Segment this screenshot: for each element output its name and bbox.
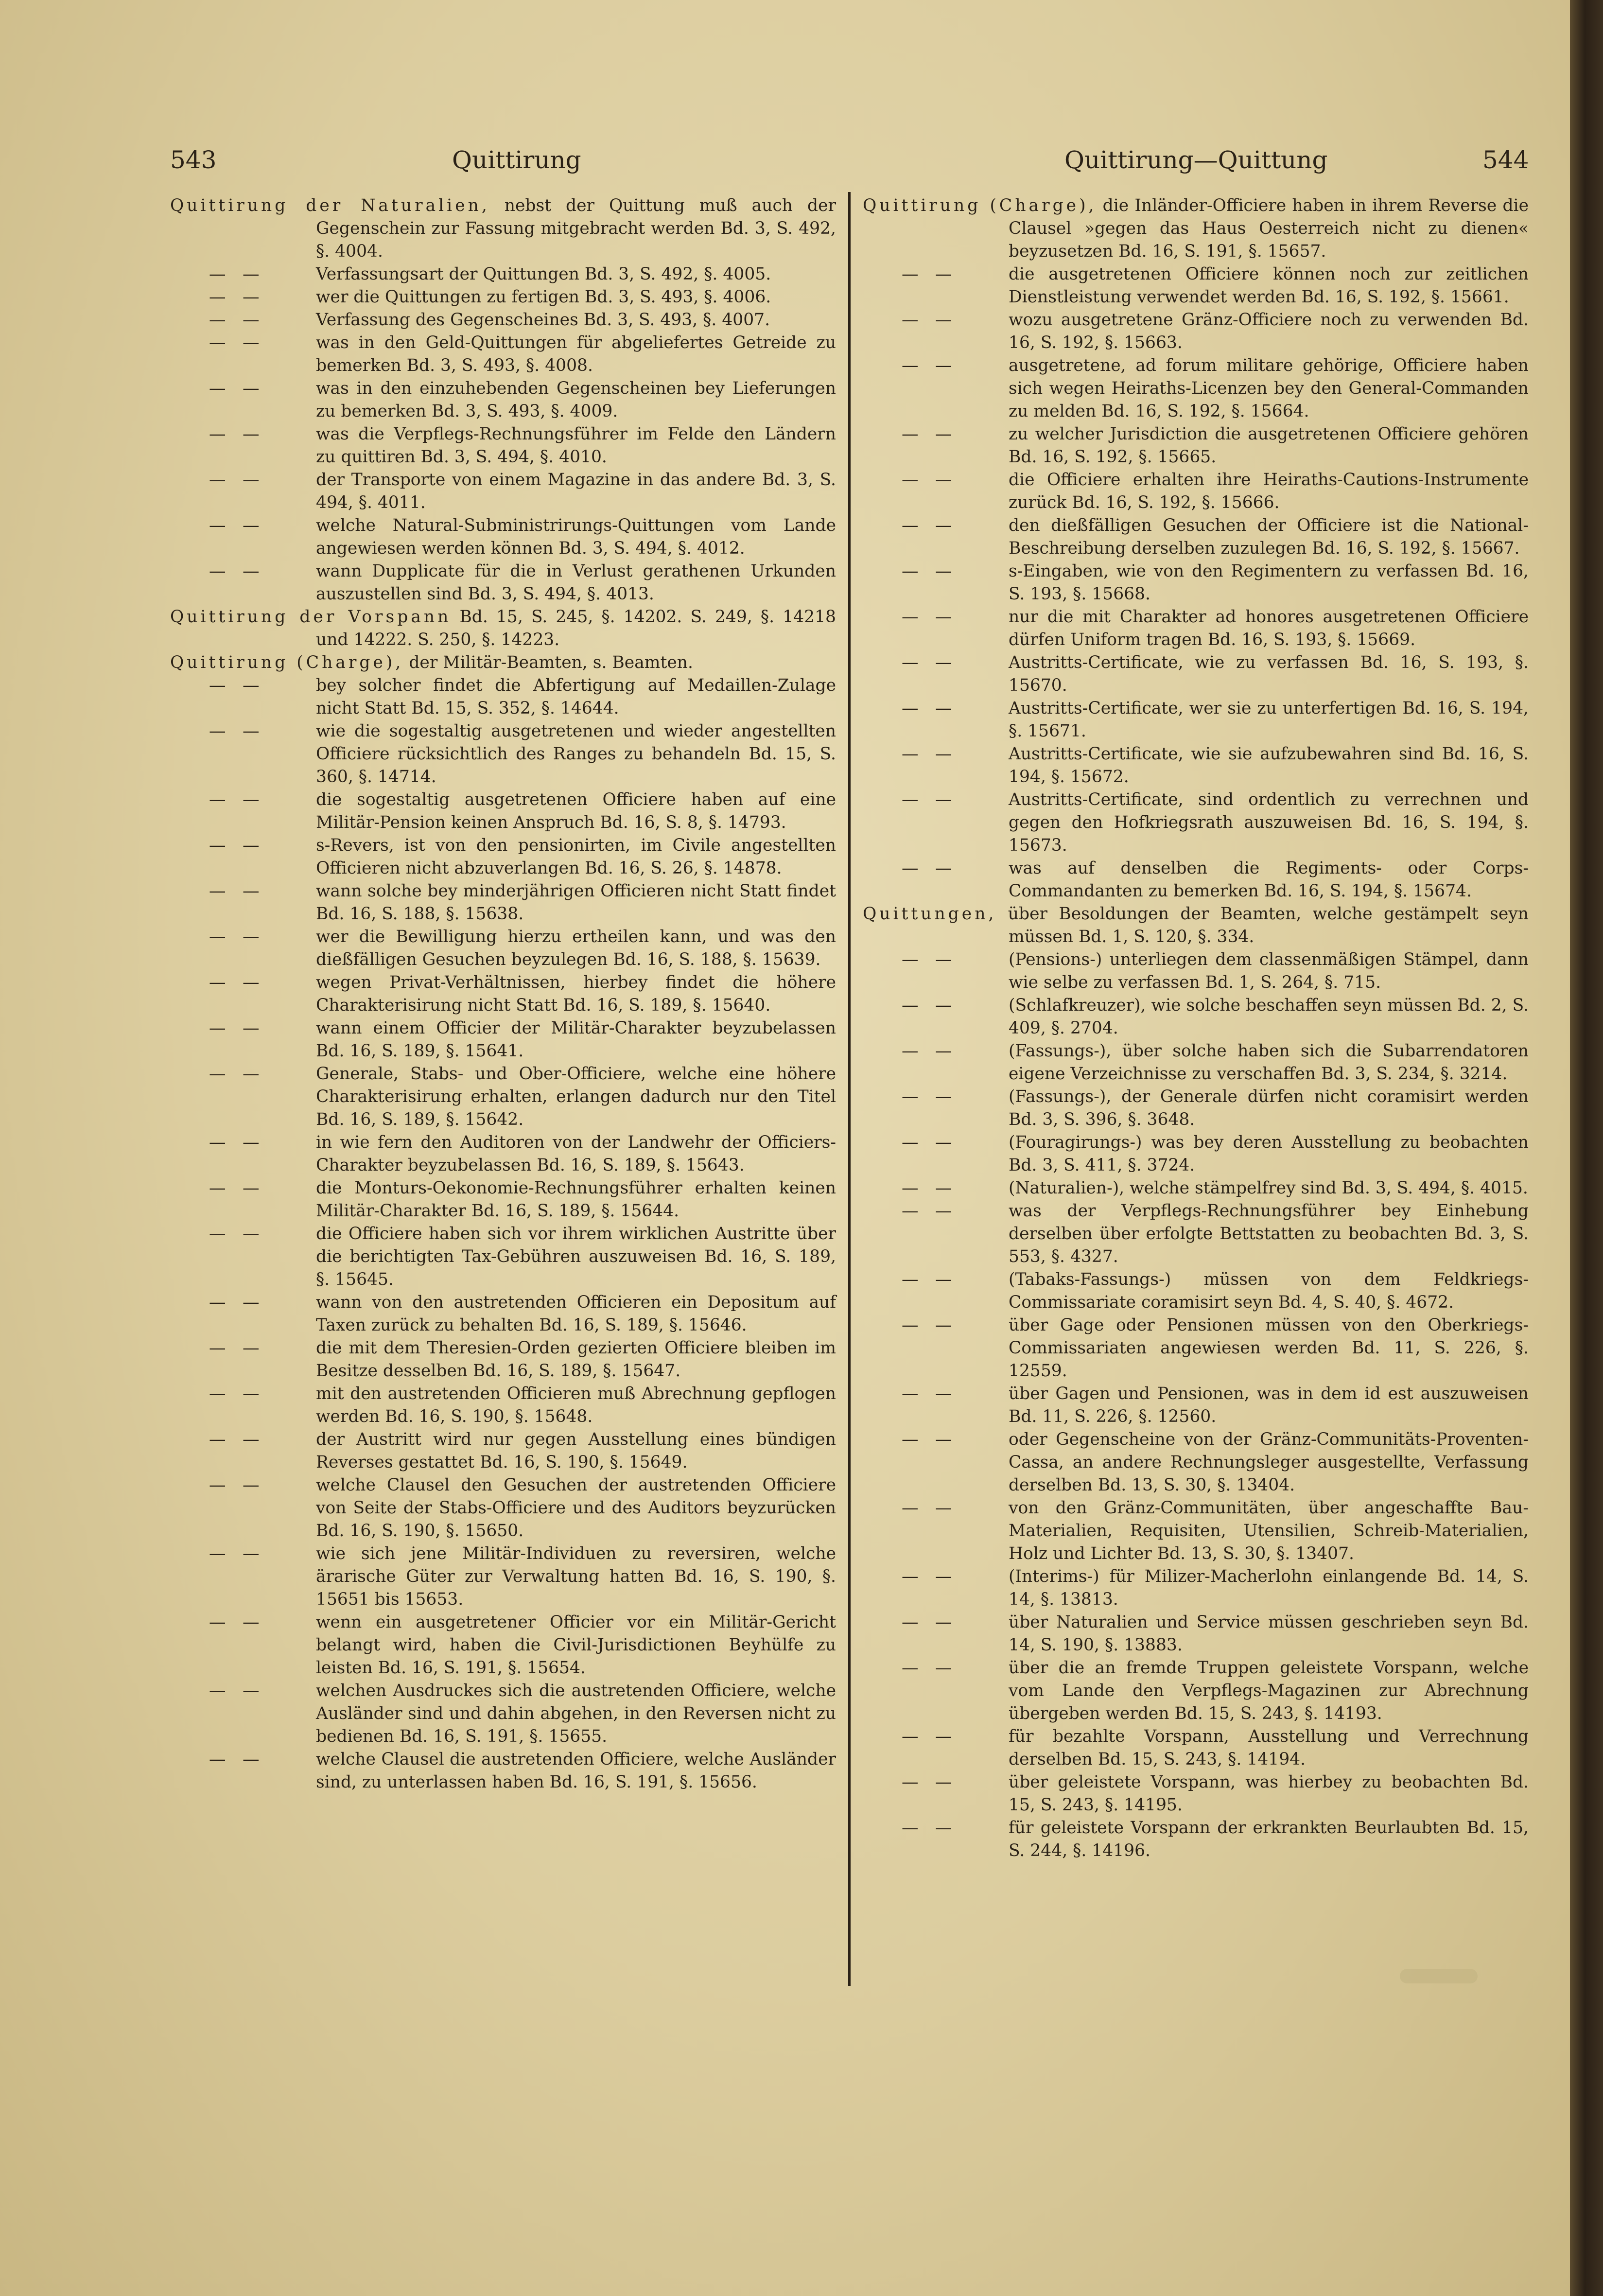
entry-text: wenn ein ausgetretener Officier vor ein Militär-Gericht belangt wird, haben die Civil-Jurisdictionen Beyhülfe zu leisten Bd. 16, S. 191, §. 15654. [316, 1612, 836, 1678]
entry-text: Verfassungsart der Quittungen Bd. 3, S. 492, §. 4005. [316, 264, 771, 284]
entry-text: Generale, Stabs- und Ober-Officiere, welche eine höhere Charakterisirung erhalten, erlangen dadurch nur den Titel Bd. 16, S. 189, §. 15642. [316, 1064, 836, 1129]
entry-text: über Naturalien und Service müssen geschrieben seyn Bd. 14, S. 190, §. 13883. [1009, 1612, 1529, 1655]
index-entry [170, 194, 836, 263]
index-subentry [170, 1337, 836, 1383]
entry-text: über die an fremde Truppen geleistete Vorspann, welche vom Lande den Verpflegs-Magazinen zur Abrechnung übergeben werden Bd. 15, S. 243, §. 14193. [1009, 1658, 1529, 1723]
entry-text: (Schlafkreuzer), wie solche beschaffen seyn müssen Bd. 2, S. 409, §. 2704. [1009, 996, 1529, 1038]
index-entry [863, 903, 1529, 948]
entry-text: (Fouragirungs-) was bey deren Ausstellung zu beobachten Bd. 3, S. 411, §. 3724. [1009, 1133, 1529, 1175]
entry-keyword: Quittirung der Naturalien, [170, 196, 490, 215]
index-column-left [170, 194, 836, 1794]
index-subentry [170, 720, 836, 789]
entry-text: welche Clausel die austretenden Officiere, welche Ausländer sind, zu unterlassen haben Bd. 16, S. 191, §. 15656. [316, 1750, 836, 1792]
entry-text: für geleistete Vorspann der erkrankten Beurlaubten Bd. 15, S. 244, §. 14196. [1009, 1818, 1529, 1860]
entry-text: was in den Geld-Quittungen für abgeliefertes Getreide zu bemerken Bd. 3, S. 493, §. 4008. [316, 333, 836, 375]
index-subentry [863, 1725, 1529, 1771]
entry-text: mit den austretenden Officieren muß Abrechnung gepflogen werden Bd. 16, S. 190, §. 15648. [316, 1384, 836, 1426]
running-head-right: Quittirung—Quittung [1064, 146, 1328, 174]
entry-text: wer die Bewilligung hierzu ertheilen kann, und was den dießfälligen Gesuchen beyzulegen Bd. 16, S. 188, §. 15639. [316, 927, 836, 969]
entry-text: welche Natural-Subministrirungs-Quittungen vom Lande angewiesen werden können Bd. 3, S. 494, §. 4012. [316, 516, 836, 558]
index-subentry [170, 1542, 836, 1611]
index-subentry [170, 926, 836, 971]
index-subentry [170, 1428, 836, 1474]
index-subentry [863, 1086, 1529, 1131]
index-subentry [170, 309, 836, 332]
index-subentry [170, 423, 836, 469]
entry-text: was die Verpflegs-Rechnungsführer im Felde den Ländern zu quittiren Bd. 3, S. 494, §. 4010. [316, 424, 836, 467]
book-gutter [1570, 0, 1603, 2296]
running-head-left: Quittirung [452, 146, 581, 174]
page-number-right: 544 [1482, 146, 1529, 174]
index-subentry [863, 948, 1529, 994]
entry-text: s-Eingaben, wie von den Regimentern zu verfassen Bd. 16, S. 193, §. 15668. [1009, 561, 1529, 604]
entry-text: (Naturalien-), welche stämpelfrey sind Bd. 3, S. 494, §. 4015. [1009, 1178, 1528, 1198]
entry-text: s-Revers, ist von den pensionirten, im Civile angestellten Officieren nicht abzuverlangen Bd. 16, S. 26, §. 14878. [316, 836, 836, 878]
entry-text: in wie fern den Auditoren von der Landwehr der Officiers-Charakter beyzubelassen Bd. 16, S. 189, §. 15643. [316, 1133, 836, 1175]
index-subentry [863, 514, 1529, 560]
index-subentry [863, 1040, 1529, 1086]
index-subentry [863, 309, 1529, 354]
entry-text: (Pensions-) unterliegen dem classenmäßigen Stämpel, dann wie selbe zu verfassen Bd. 1, S. 264, §. 715. [1009, 950, 1529, 992]
entry-text: von den Gränz-Communitäten, über angeschaffte Bau-Materialien, Requisiten, Utensilien, Schreib-Materialien, Holz und Lichter Bd. 13, S. 30, §. 13407. [1009, 1498, 1529, 1563]
index-subentry [863, 1428, 1529, 1497]
entry-text: der Transporte von einem Magazine in das andere Bd. 3, S. 494, §. 4011. [316, 470, 836, 512]
index-subentry [170, 560, 836, 606]
index-subentry [170, 332, 836, 377]
index-subentry [170, 834, 836, 880]
index-subentry [170, 1223, 836, 1291]
index-subentry [863, 1314, 1529, 1383]
index-subentry [863, 1611, 1529, 1657]
index-subentry [170, 377, 836, 423]
entry-text: die mit dem Theresien-Orden gezierten Officiere bleiben im Besitze desselben Bd. 16, S. 189, §. 15647. [316, 1338, 836, 1381]
index-subentry [863, 743, 1529, 789]
entry-text: die ausgetretenen Officiere können noch zur zeitlichen Dienstleistung verwendet werden Bd. 16, S. 192, §. 15661. [1009, 264, 1529, 307]
entry-text: die Officiere haben sich vor ihrem wirklichen Austritte über die berichtigten Tax-Gebühren auszuweisen Bd. 16, S. 189, §. 15645. [316, 1224, 836, 1289]
entry-text: Austritts-Certificate, wer sie zu unterfertigen Bd. 16, S. 194, §. 15671. [1009, 699, 1529, 741]
entry-text: welche Clausel den Gesuchen der austretenden Officiere von Seite der Stabs-Officiere und des Auditors beyzurücken Bd. 16, S. 190, §. 15650. [316, 1475, 836, 1541]
index-subentry [863, 354, 1529, 423]
index-subentry [170, 1291, 836, 1337]
index-subentry [863, 263, 1529, 309]
index-subentry [863, 1200, 1529, 1268]
entry-text: wann solche bey minderjährigen Officieren nicht Statt findet Bd. 16, S. 188, §. 15638. [316, 881, 836, 924]
entry-text: wozu ausgetretene Gränz-Officiere noch zu verwenden Bd. 16, S. 192, §. 15663. [1009, 310, 1529, 352]
entry-text: Austritts-Certificate, wie sie aufzubewahren sind Bd. 16, S. 194, §. 15672. [1009, 744, 1529, 787]
entry-text: der Austritt wird nur gegen Ausstellung eines bündigen Reverses gestattet Bd. 16, S. 190, §. 15649. [316, 1430, 836, 1472]
index-subentry [170, 1474, 836, 1542]
entry-text: wie die sogestaltig ausgetretenen und wieder angestellten Officiere rücksichtlich des Ranges zu behandeln Bd. 15, S. 360, §. 14714. [316, 721, 836, 787]
index-subentry [863, 560, 1529, 606]
entry-text: wer die Quittungen zu fertigen Bd. 3, S. 493, §. 4006. [316, 287, 771, 307]
index-entry [170, 606, 836, 651]
index-subentry [863, 469, 1529, 514]
index-subentry [863, 1383, 1529, 1428]
entry-text: wegen Privat-Verhältnissen, hierbey findet die höhere Charakterisirung nicht Statt Bd. 16, S. 189, §. 15640. [316, 973, 836, 1015]
index-subentry [863, 697, 1529, 743]
entry-text: die Monturs-Oekonomie-Rechnungsführer erhalten keinen Militär-Charakter Bd. 16, S. 189, §. 15644. [316, 1178, 836, 1221]
index-entry [863, 194, 1529, 263]
index-subentry [170, 286, 836, 309]
index-subentry [863, 423, 1529, 469]
entry-keyword: Quittungen, [863, 904, 997, 924]
entry-text: zu welcher Jurisdiction die ausgetretenen Officiere gehören Bd. 16, S. 192, §. 15665. [1009, 424, 1529, 467]
index-subentry [170, 1063, 836, 1131]
entry-text: wie sich jene Militär-Individuen zu reversiren, welche ärarische Güter zur Verwaltung hatten Bd. 16, S. 190, §. 15651 bis 15653. [316, 1544, 836, 1609]
index-entry [170, 651, 836, 674]
column-rule [848, 192, 851, 1986]
entry-text: über Gagen und Pensionen, was in dem id est auszuweisen Bd. 11, S. 226, §. 12560. [1009, 1384, 1529, 1426]
index-subentry [863, 1497, 1529, 1565]
page-number-left: 543 [170, 146, 217, 174]
index-subentry [863, 651, 1529, 697]
index-subentry [863, 789, 1529, 857]
index-subentry [863, 1817, 1529, 1862]
index-subentry [170, 1017, 836, 1063]
index-subentry [170, 1383, 836, 1428]
index-subentry [863, 1657, 1529, 1725]
index-subentry [863, 994, 1529, 1040]
entry-text: welchen Ausdruckes sich die austretenden Officiere, welche Ausländer sind und dahin abgehen, in den Reversen nicht zu bedienen Bd. 16, S. 191, §. 15655. [316, 1681, 836, 1746]
entry-text: wann von den austretenden Officieren ein Depositum auf Taxen zurück zu behalten Bd. 16, S. 189, §. 15646. [316, 1293, 836, 1335]
entry-text: die sogestaltig ausgetretenen Officiere haben auf eine Militär-Pension keinen Anspruch Bd. 16, S. 8, §. 14793. [316, 790, 836, 832]
index-subentry [863, 1177, 1529, 1200]
index-subentry [170, 789, 836, 834]
entry-text: was in den einzuhebenden Gegenscheinen bey Lieferungen zu bemerken Bd. 3, S. 493, §. 4009. [316, 379, 836, 421]
index-subentry [170, 514, 836, 560]
index-subentry [170, 880, 836, 926]
entry-text: die Officiere erhalten ihre Heiraths-Cautions-Instrumente zurück Bd. 16, S. 192, §. 15666. [1009, 470, 1529, 512]
entry-keyword: Quittirung der Vorspann [170, 607, 452, 627]
index-column-right [863, 194, 1529, 1862]
entry-text: nebst der Quittung muß auch der Gegenschein zur Fassung mitgebracht werden Bd. 3, S. 492, §. 4004. [316, 196, 836, 261]
entry-text: wann einem Officier der Militär-Charakter beyzubelassen Bd. 16, S. 189, §. 15641. [316, 1018, 836, 1061]
entry-text: (Tabaks-Fassungs-) müssen von dem Feldkriegs-Commissariate coramisirt seyn Bd. 4, S. 40, §. 4672. [1009, 1270, 1529, 1312]
entry-text: (Fassungs-), über solche haben sich die Subarrendatoren eigene Verzeichnisse zu verschaffen Bd. 3, S. 234, §. 3214. [1009, 1041, 1529, 1084]
entry-text: die Inländer-Officiere haben in ihrem Reverse die Clausel »gegen das Haus Oesterreich nicht zu dienen« beyzusetzen Bd. 16, S. 191, §. 15657. [1009, 196, 1529, 261]
entry-text: Austritts-Certificate, wie zu verfassen Bd. 16, S. 193, §. 15670. [1009, 653, 1529, 695]
index-subentry [170, 469, 836, 514]
index-subentry [863, 857, 1529, 903]
entry-text: oder Gegenscheine von der Gränz-Communitäts-Proventen-Cassa, an andere Rechnungsleger ausgestellte, Verfassung derselben Bd. 13, S. 30, §. 13404. [1009, 1430, 1529, 1495]
index-subentry [863, 1268, 1529, 1314]
entry-text: (Interims-) für Milizer-Macherlohn einlangende Bd. 14, S. 14, §. 13813. [1009, 1567, 1529, 1609]
index-subentry [170, 1131, 836, 1177]
entry-text: was auf denselben die Regiments- oder Corps-Commandanten zu bemerken Bd. 16, S. 194, §. 15674. [1009, 859, 1529, 901]
entry-text: für bezahlte Vorspann, Ausstellung und Verrechnung derselben Bd. 15, S. 243, §. 14194. [1009, 1727, 1529, 1769]
entry-text: bey solcher findet die Abfertigung auf Medaillen-Zulage nicht Statt Bd. 15, S. 352, §. 14644. [316, 676, 836, 718]
entry-text: über Gage oder Pensionen müssen von den Oberkriegs-Commissariaten angewiesen werden Bd. 11, S. 226, §. 12559. [1009, 1315, 1529, 1381]
entry-text: was der Verpflegs-Rechnungsführer bey Einhebung derselben über erfolgte Bettstatten zu beobachten Bd. 3, S. 553, §. 4327. [1009, 1201, 1529, 1266]
index-subentry [863, 1131, 1529, 1177]
ink-smudge [1400, 1969, 1478, 1983]
index-subentry [170, 674, 836, 720]
index-subentry [170, 1748, 836, 1794]
entry-text: (Fassungs-), der Generale dürfen nicht coramisirt werden Bd. 3, S. 396, §. 3648. [1009, 1087, 1529, 1129]
entry-text: Austritts-Certificate, sind ordentlich zu verrechnen und gegen den Hofkriegsrath auszuweisen Bd. 16, S. 194, §. 15673. [1009, 790, 1529, 855]
index-subentry [170, 1177, 836, 1223]
entry-keyword: Quittirung (Charge), [863, 196, 1097, 215]
index-subentry [170, 971, 836, 1017]
index-subentry [170, 263, 836, 286]
index-subentry [863, 1771, 1529, 1817]
entry-keyword: Quittirung (Charge), [170, 653, 404, 672]
entry-text: der Militär-Beamten, s. Beamten. [403, 653, 693, 672]
entry-text: Verfassung des Gegenscheines Bd. 3, S. 493, §. 4007. [316, 310, 770, 330]
entry-text: den dießfälligen Gesuchen der Officiere ist die National-Beschreibung derselben zuzulegen Bd. 16, S. 192, §. 15667. [1009, 516, 1529, 558]
index-subentry [170, 1680, 836, 1748]
entry-text: ausgetretene, ad forum militare gehörige, Officiere haben sich wegen Heiraths-Licenzen bey den General-Commanden zu melden Bd. 16, S. 192, §. 15664. [1009, 356, 1529, 421]
entry-text: nur die mit Charakter ad honores ausgetretenen Officiere dürfen Uniform tragen Bd. 16, S. 193, §. 15669. [1009, 607, 1529, 649]
index-subentry [863, 606, 1529, 651]
entry-text: über Besoldungen der Beamten, welche gestämpelt seyn müssen Bd. 1, S. 120, §. 334. [996, 904, 1529, 946]
index-subentry [170, 1611, 836, 1680]
index-subentry [863, 1565, 1529, 1611]
entry-text: Bd. 15, S. 245, §. 14202. S. 249, §. 14218 und 14222. S. 250, §. 14223. [316, 607, 836, 649]
entry-text: über geleistete Vorspann, was hierbey zu beobachten Bd. 15, S. 243, §. 14195. [1009, 1772, 1529, 1815]
entry-text: wann Dupplicate für die in Verlust gerathenen Urkunden auszustellen sind Bd. 3, S. 494, §. 4013. [316, 561, 836, 604]
